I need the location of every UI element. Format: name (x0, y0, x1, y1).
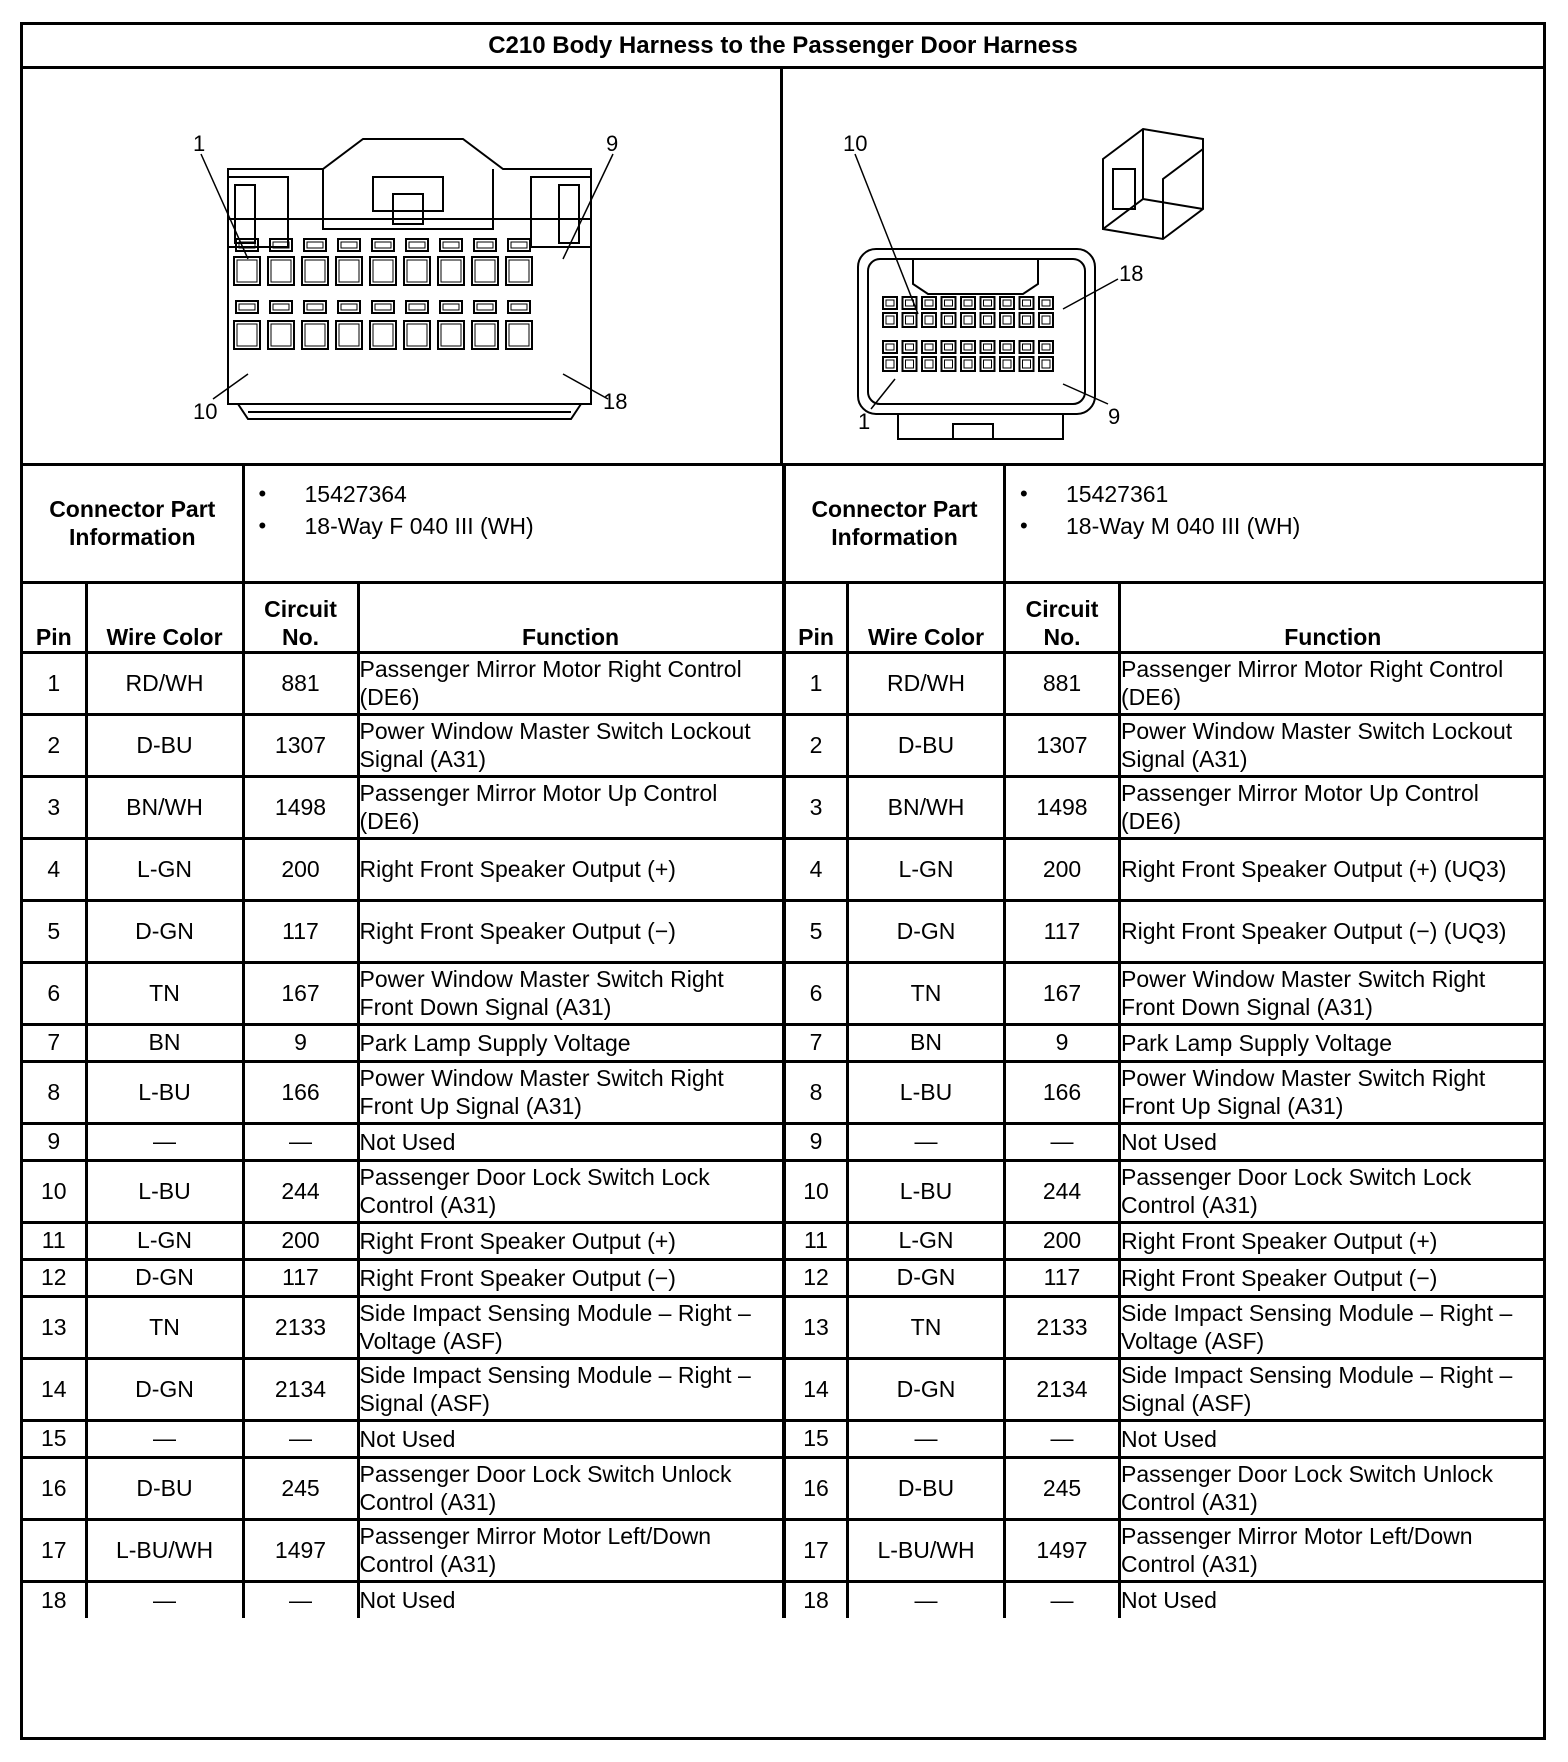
female-cavity (506, 321, 532, 349)
circuit-cell: — (243, 1420, 358, 1457)
wire-color-cell: — (86, 1123, 243, 1160)
function-cell: Power Window Master Switch Lockout Signal (A31) (1120, 714, 1545, 776)
pin-cell: 9 (23, 1123, 86, 1160)
pin-label-bottom-left: 1 (858, 409, 871, 434)
connector-type: • 18-Way M 040 III (WH) (1066, 510, 1545, 542)
circuit-cell: 2133 (243, 1296, 358, 1358)
table-row (23, 1457, 783, 1519)
table-row (785, 1024, 1545, 1061)
circuit-cell: — (243, 1581, 358, 1618)
function-cell: Passenger Mirror Motor Right Control (DE6) (358, 652, 783, 714)
column-header-pin: Pin (23, 582, 86, 652)
male-cavity (883, 297, 897, 309)
male-cavity (1039, 341, 1053, 353)
circuit-cell: 881 (1005, 652, 1120, 714)
pin-cell: 7 (785, 1024, 848, 1061)
pin-label-bottom-right: 9 (1108, 404, 1121, 429)
pin-cell: 15 (785, 1420, 848, 1457)
table-row (785, 1222, 1545, 1259)
male-cavity (1000, 357, 1014, 371)
pin-cell: 12 (785, 1259, 848, 1296)
male-cavity (922, 341, 936, 353)
function-cell: Passenger Door Lock Switch Lock Control (A31) (358, 1160, 783, 1222)
female-cavity (336, 321, 362, 349)
male-connector-diagram (783, 69, 1543, 463)
column-header-wire-color: Wire Color (848, 582, 1005, 652)
circuit-cell: — (1005, 1581, 1120, 1618)
function-cell: Not Used (1120, 1420, 1545, 1457)
wire-color-cell: BN (86, 1024, 243, 1061)
female-cavity (268, 257, 294, 285)
pin-label-bottom-right: 18 (603, 389, 628, 414)
wire-color-cell: L-BU (86, 1061, 243, 1123)
pin-cell: 8 (23, 1061, 86, 1123)
circuit-cell: 1497 (243, 1519, 358, 1581)
wire-color-cell: L-BU/WH (848, 1519, 1005, 1581)
wire-color-cell: L-BU (848, 1061, 1005, 1123)
pin-cell: 1 (785, 652, 848, 714)
function-cell: Right Front Speaker Output (−) (1120, 1259, 1545, 1296)
column-header-function: Function (358, 582, 783, 652)
circuit-cell: 9 (1005, 1024, 1120, 1061)
male-cavity (1039, 357, 1053, 371)
male-cavity-grid (883, 297, 1053, 371)
table-row (785, 714, 1545, 776)
male-cavity (903, 357, 917, 371)
table-row (23, 1123, 783, 1160)
table-row (23, 1519, 783, 1581)
wire-color-cell: BN/WH (86, 776, 243, 838)
function-cell: Power Window Master Switch Lockout Signal (A31) (358, 714, 783, 776)
function-cell: Not Used (1120, 1581, 1545, 1618)
function-cell: Side Impact Sensing Module – Right – Signal (ASF) (1120, 1358, 1545, 1420)
pin-cell: 4 (785, 838, 848, 900)
connector-part-info-label: Connector Part Information (785, 466, 1005, 582)
function-cell: Right Front Speaker Output (−) (358, 900, 783, 962)
table-row (785, 1296, 1545, 1358)
connector-end-view-sheet (20, 22, 1546, 1740)
circuit-cell: 200 (1005, 1222, 1120, 1259)
male-cavity (1000, 313, 1014, 327)
table-row (785, 1519, 1545, 1581)
wire-color-cell: D-BU (86, 714, 243, 776)
circuit-cell: 117 (1005, 1259, 1120, 1296)
table-row (785, 1581, 1545, 1618)
wire-color-cell: L-BU/WH (86, 1519, 243, 1581)
table-row (785, 900, 1545, 962)
circuit-cell: 200 (1005, 838, 1120, 900)
pin-label-top-right: 9 (606, 131, 619, 156)
pin-cell: 14 (785, 1358, 848, 1420)
male-cavity (883, 313, 897, 327)
circuit-cell: 200 (243, 838, 358, 900)
pin-cell: 10 (785, 1160, 848, 1222)
wire-color-cell: D-GN (86, 900, 243, 962)
male-cavity (903, 341, 917, 353)
wire-color-cell: D-GN (86, 1259, 243, 1296)
pin-cell: 6 (785, 962, 848, 1024)
male-cavity (961, 357, 975, 371)
pin-cell: 5 (785, 900, 848, 962)
wire-color-cell: — (848, 1581, 1005, 1618)
pin-cell: 15 (23, 1420, 86, 1457)
function-cell: Right Front Speaker Output (+) (358, 1222, 783, 1259)
function-cell: Passenger Mirror Motor Right Control (DE6) (1120, 652, 1545, 714)
function-cell: Not Used (1120, 1123, 1545, 1160)
female-cavity (302, 321, 328, 349)
function-cell: Power Window Master Switch Right Front Up Signal (A31) (1120, 1061, 1545, 1123)
male-cavity (981, 341, 995, 353)
female-cavity (438, 257, 464, 285)
pin-cell: 4 (23, 838, 86, 900)
wire-color-cell: TN (86, 962, 243, 1024)
pin-cell: 12 (23, 1259, 86, 1296)
wire-color-cell: L-GN (86, 838, 243, 900)
male-cavity (922, 357, 936, 371)
table-row (785, 1123, 1545, 1160)
circuit-cell: — (1005, 1420, 1120, 1457)
pin-cell: 3 (785, 776, 848, 838)
male-cavity (1020, 313, 1034, 327)
pin-label-top-left: 1 (193, 131, 206, 156)
table-row (785, 1420, 1545, 1457)
pin-cell: 6 (23, 962, 86, 1024)
pin-cell: 7 (23, 1024, 86, 1061)
wire-color-cell: BN (848, 1024, 1005, 1061)
circuit-cell: — (1005, 1123, 1120, 1160)
table-row (23, 1024, 783, 1061)
pin-label-top-right: 18 (1119, 261, 1144, 286)
wire-color-cell: TN (848, 962, 1005, 1024)
pin-cell: 17 (785, 1519, 848, 1581)
table-row (785, 776, 1545, 838)
female-cavity (234, 321, 260, 349)
pin-cell: 2 (23, 714, 86, 776)
wire-color-cell: RD/WH (86, 652, 243, 714)
table-row (785, 652, 1545, 714)
pin-cell: 1 (23, 652, 86, 714)
male-cavity (981, 357, 995, 371)
table-row (23, 1061, 783, 1123)
wire-color-cell: — (86, 1581, 243, 1618)
male-cavity (981, 313, 995, 327)
circuit-cell: 9 (243, 1024, 358, 1061)
female-connector-drawing (23, 69, 780, 463)
table-row (785, 1061, 1545, 1123)
male-cavity (981, 297, 995, 309)
table-row (23, 776, 783, 838)
function-cell: Passenger Door Lock Switch Lock Control (A31) (1120, 1160, 1545, 1222)
table-row (23, 1259, 783, 1296)
function-cell: Power Window Master Switch Right Front Down Signal (A31) (1120, 962, 1545, 1024)
pin-label-top-left: 10 (843, 131, 868, 156)
pin-cell: 5 (23, 900, 86, 962)
wire-color-cell: — (848, 1123, 1005, 1160)
function-cell: Park Lamp Supply Voltage (358, 1024, 783, 1061)
table-row (23, 900, 783, 962)
table-row (785, 962, 1545, 1024)
female-cavity (506, 257, 532, 285)
connector-diagrams (23, 69, 1543, 466)
function-cell: Right Front Speaker Output (−) (UQ3) (1120, 900, 1545, 962)
wire-color-cell: L-GN (848, 838, 1005, 900)
wire-color-cell: L-BU (86, 1160, 243, 1222)
pin-cell: 14 (23, 1358, 86, 1420)
circuit-cell: 244 (243, 1160, 358, 1222)
circuit-cell: 881 (243, 652, 358, 714)
page-title: C210 Body Harness to the Passenger Door Harness (23, 25, 1543, 69)
function-cell: Power Window Master Switch Right Front Down Signal (A31) (358, 962, 783, 1024)
connector-type: • 18-Way F 040 III (WH) (305, 510, 782, 542)
male-cavity (883, 357, 897, 371)
pin-cell: 9 (785, 1123, 848, 1160)
male-cavity (961, 341, 975, 353)
female-cavity (234, 257, 260, 285)
male-connector-drawing (783, 69, 1543, 463)
circuit-cell: 117 (243, 900, 358, 962)
wire-color-cell: L-BU (848, 1160, 1005, 1222)
function-cell: Passenger Mirror Motor Up Control (DE6) (1120, 776, 1545, 838)
female-connector-diagram (23, 69, 783, 463)
column-header-wire-color: Wire Color (86, 582, 243, 652)
male-cavity (1020, 357, 1034, 371)
column-header-circuit: Circuit No. (1005, 582, 1120, 652)
circuit-cell: 1307 (1005, 714, 1120, 776)
wire-color-cell: D-GN (86, 1358, 243, 1420)
circuit-cell: 166 (1005, 1061, 1120, 1123)
connector-part-info-values (243, 466, 783, 582)
part-number: • 15427361 (1066, 478, 1545, 510)
connector-part-info-values (1005, 466, 1545, 582)
circuit-cell: 245 (1005, 1457, 1120, 1519)
wire-color-cell: L-GN (848, 1222, 1005, 1259)
wire-color-cell: TN (848, 1296, 1005, 1358)
pin-cell: 18 (785, 1581, 848, 1618)
circuit-cell: 117 (243, 1259, 358, 1296)
wire-color-cell: BN/WH (848, 776, 1005, 838)
pin-cell: 11 (785, 1222, 848, 1259)
female-cavity (268, 321, 294, 349)
female-cavity (404, 321, 430, 349)
table-row (785, 1160, 1545, 1222)
female-cavity (336, 257, 362, 285)
table-row (785, 1259, 1545, 1296)
circuit-cell: 117 (1005, 900, 1120, 962)
function-cell: Passenger Door Lock Switch Unlock Control (A31) (1120, 1457, 1545, 1519)
pin-label-bottom-left: 10 (193, 399, 218, 424)
male-cavity (942, 313, 956, 327)
function-cell: Not Used (358, 1420, 783, 1457)
wire-color-cell: D-GN (848, 1259, 1005, 1296)
male-cavity (1039, 297, 1053, 309)
connector-part-info-label: Connector Part Information (23, 466, 243, 582)
table-row (785, 1358, 1545, 1420)
male-cavity (1020, 341, 1034, 353)
wire-color-cell: D-BU (848, 714, 1005, 776)
circuit-cell: 200 (243, 1222, 358, 1259)
table-row (23, 1160, 783, 1222)
column-header-pin: Pin (785, 582, 848, 652)
male-cavity (942, 357, 956, 371)
circuit-cell: 2134 (1005, 1358, 1120, 1420)
circuit-cell: 1497 (1005, 1519, 1120, 1581)
pin-cell: 11 (23, 1222, 86, 1259)
function-cell: Right Front Speaker Output (+) (1120, 1222, 1545, 1259)
pin-cell: 18 (23, 1581, 86, 1618)
wire-color-cell: D-BU (86, 1457, 243, 1519)
wire-color-cell: D-GN (848, 1358, 1005, 1420)
female-pinout-table (23, 466, 785, 1618)
circuit-cell: 166 (243, 1061, 358, 1123)
function-cell: Power Window Master Switch Right Front Up Signal (A31) (358, 1061, 783, 1123)
function-cell: Right Front Speaker Output (+) (358, 838, 783, 900)
circuit-cell: 1498 (1005, 776, 1120, 838)
female-cavity (472, 257, 498, 285)
circuit-cell: 1307 (243, 714, 358, 776)
female-cavity (370, 257, 396, 285)
table-row (785, 838, 1545, 900)
circuit-cell: 1498 (243, 776, 358, 838)
male-pinout-table (783, 466, 1545, 1618)
wire-color-cell: — (848, 1420, 1005, 1457)
female-cavity (370, 321, 396, 349)
function-cell: Right Front Speaker Output (+) (UQ3) (1120, 838, 1545, 900)
male-cavity (922, 313, 936, 327)
function-cell: Passenger Mirror Motor Up Control (DE6) (358, 776, 783, 838)
female-cavity-grid (234, 239, 532, 349)
function-cell: Passenger Door Lock Switch Unlock Control (A31) (358, 1457, 783, 1519)
wire-color-cell: L-GN (86, 1222, 243, 1259)
table-row (785, 1457, 1545, 1519)
male-cavity (922, 297, 936, 309)
circuit-cell: 2133 (1005, 1296, 1120, 1358)
table-row (23, 652, 783, 714)
pin-cell: 13 (23, 1296, 86, 1358)
column-header-function: Function (1120, 582, 1545, 652)
female-cavity (302, 257, 328, 285)
pin-cell: 16 (23, 1457, 86, 1519)
circuit-cell: 2134 (243, 1358, 358, 1420)
circuit-cell: 167 (243, 962, 358, 1024)
table-row (23, 1222, 783, 1259)
circuit-cell: 167 (1005, 962, 1120, 1024)
female-cavity (404, 257, 430, 285)
wire-color-cell: D-BU (848, 1457, 1005, 1519)
function-cell: Side Impact Sensing Module – Right – Signal (ASF) (358, 1358, 783, 1420)
table-row (23, 1581, 783, 1618)
table-row (23, 962, 783, 1024)
male-cavity (961, 313, 975, 327)
wire-color-cell: — (86, 1420, 243, 1457)
function-cell: Side Impact Sensing Module – Right – Voltage (ASF) (1120, 1296, 1545, 1358)
table-row (23, 714, 783, 776)
table-row (23, 1358, 783, 1420)
circuit-cell: — (243, 1123, 358, 1160)
male-cavity (1020, 297, 1034, 309)
function-cell: Right Front Speaker Output (−) (358, 1259, 783, 1296)
male-cavity (883, 341, 897, 353)
function-cell: Passenger Mirror Motor Left/Down Control (A31) (1120, 1519, 1545, 1581)
pin-cell: 10 (23, 1160, 86, 1222)
male-cavity (903, 313, 917, 327)
male-cavity (942, 297, 956, 309)
pin-cell: 8 (785, 1061, 848, 1123)
table-row (23, 1296, 783, 1358)
pin-cell: 17 (23, 1519, 86, 1581)
function-cell: Not Used (358, 1123, 783, 1160)
function-cell: Side Impact Sensing Module – Right – Voltage (ASF) (358, 1296, 783, 1358)
male-cavity (1039, 313, 1053, 327)
female-cavity (472, 321, 498, 349)
column-header-circuit: Circuit No. (243, 582, 358, 652)
table-row (23, 838, 783, 900)
male-cavity (961, 297, 975, 309)
wire-color-cell: D-GN (848, 900, 1005, 962)
wire-color-cell: RD/WH (848, 652, 1005, 714)
circuit-cell: 245 (243, 1457, 358, 1519)
male-cavity (1000, 297, 1014, 309)
part-number: • 15427364 (305, 478, 782, 510)
pin-cell: 2 (785, 714, 848, 776)
male-cavity (942, 341, 956, 353)
female-cavity (438, 321, 464, 349)
function-cell: Not Used (358, 1581, 783, 1618)
pin-cell: 16 (785, 1457, 848, 1519)
male-cavity (1000, 341, 1014, 353)
function-cell: Park Lamp Supply Voltage (1120, 1024, 1545, 1061)
wire-color-cell: TN (86, 1296, 243, 1358)
circuit-cell: 244 (1005, 1160, 1120, 1222)
table-row (23, 1420, 783, 1457)
pin-cell: 3 (23, 776, 86, 838)
pin-cell: 13 (785, 1296, 848, 1358)
function-cell: Passenger Mirror Motor Left/Down Control (A31) (358, 1519, 783, 1581)
